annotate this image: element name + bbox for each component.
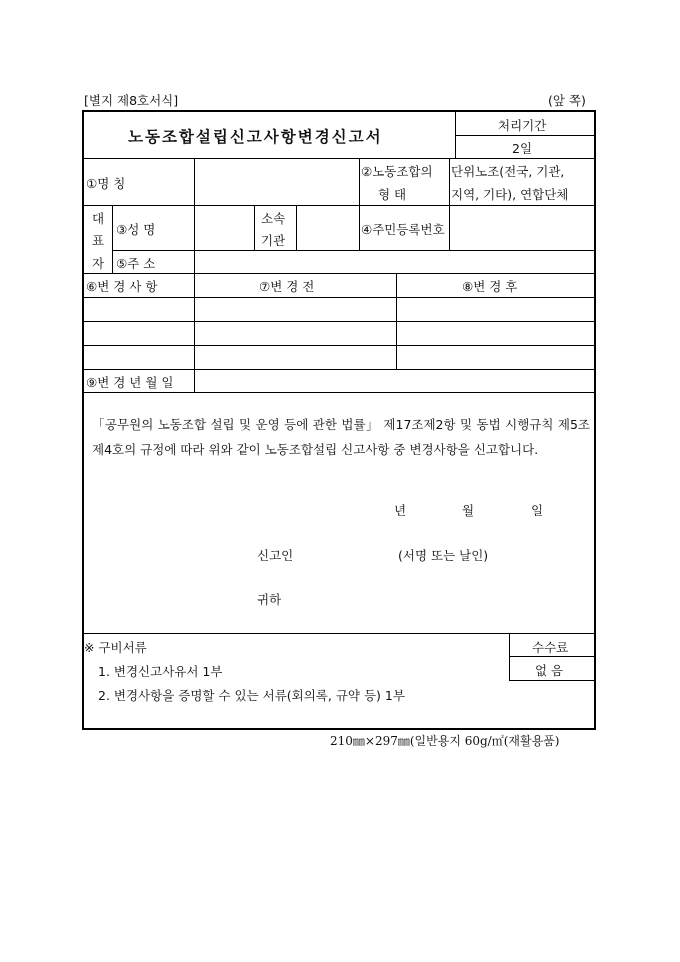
form-title: 노동조합설립신고사항변경신고서 <box>128 127 383 146</box>
rep-label-3: 자 <box>92 256 105 271</box>
form-number: [별지 제8호서식] <box>84 93 179 108</box>
col-line-change <box>194 273 195 369</box>
col-line-date <box>194 369 195 392</box>
processing-label: 처리기간 <box>498 118 547 133</box>
row-line-3 <box>112 250 596 251</box>
signature-label: (서명 또는 날인) <box>398 548 489 563</box>
row-line-9 <box>83 392 596 393</box>
col-line-type-value <box>449 158 450 250</box>
col-line-affil-value <box>296 205 297 250</box>
row-line-6 <box>83 321 596 322</box>
union-type-value-1: 단위노조(전국, 기관, <box>451 164 565 179</box>
affiliation-label-2: 기관 <box>261 233 286 248</box>
before-label: ⑦변 경 전 <box>259 279 315 294</box>
col-line-type <box>359 158 360 250</box>
row-line-7 <box>83 345 596 346</box>
union-type-label-2: 형 태 <box>378 187 407 202</box>
document-item-2: 2. 변경사항을 증명할 수 있는 서류(회의록, 규약 등) 1부 <box>98 688 405 703</box>
processing-value: 2일 <box>512 141 533 156</box>
row-line-5 <box>83 297 596 298</box>
date-day: 일 <box>531 503 544 518</box>
row-line-2 <box>83 205 596 206</box>
col-line-before-after <box>396 273 397 369</box>
rep-label-2: 표 <box>92 233 105 248</box>
rep-label-1: 대 <box>92 211 105 226</box>
change-item-label: ⑥변 경 사 항 <box>86 279 158 294</box>
col-line-address <box>194 250 195 273</box>
date-month: 월 <box>462 503 475 518</box>
fee-bottom-divider <box>509 680 596 681</box>
documents-header: ※ 구비서류 <box>84 640 147 655</box>
address-label: ⑤주 소 <box>116 256 156 271</box>
fee-label: 수수료 <box>532 640 569 655</box>
document-item-1: 1. 변경신고사유서 1부 <box>98 664 223 679</box>
fee-row-divider <box>509 656 596 657</box>
name-label: ①명 칭 <box>86 176 126 191</box>
processing-divider <box>455 135 595 136</box>
after-label: ⑧변 경 후 <box>462 279 518 294</box>
col-line-affil <box>254 205 255 250</box>
change-date-label: ⑨변 경 년 월 일 <box>86 375 174 390</box>
applicant-label: 신고인 <box>257 548 294 563</box>
col-line-rep <box>112 205 113 273</box>
documents-divider <box>83 633 596 634</box>
recipient-label: 귀하 <box>257 592 282 607</box>
paper-spec: 210㎜×297㎜(일반용지 60g/㎡(재활용품) <box>330 734 560 748</box>
statement-text: 「공무원의 노동조합 설립 및 운영 등에 관한 법률」 제17조제2항 및 동법 시행규칙 제5조제4호의 규정에 따라 위와 같이 노동조합설립 신고사항 중 변경사항을 신고합니다. <box>92 417 590 457</box>
col-line-rep-name <box>194 205 195 250</box>
fee-value: 없 음 <box>535 663 564 678</box>
row-line-4 <box>83 273 596 274</box>
resident-no-label: ④주민등록번호 <box>361 222 445 237</box>
row-line-8 <box>83 369 596 370</box>
affiliation-label-1: 소속 <box>261 211 286 226</box>
union-type-label-1: ②노동조합의 <box>361 164 433 179</box>
rep-name-label: ③성 명 <box>116 222 156 237</box>
row-line-1 <box>83 158 596 159</box>
union-type-value-2: 지역, 기타), 연합단체 <box>451 187 569 202</box>
page-side: (앞 쪽) <box>548 93 586 108</box>
date-year: 년 <box>394 503 407 518</box>
col-line-name <box>194 158 195 205</box>
